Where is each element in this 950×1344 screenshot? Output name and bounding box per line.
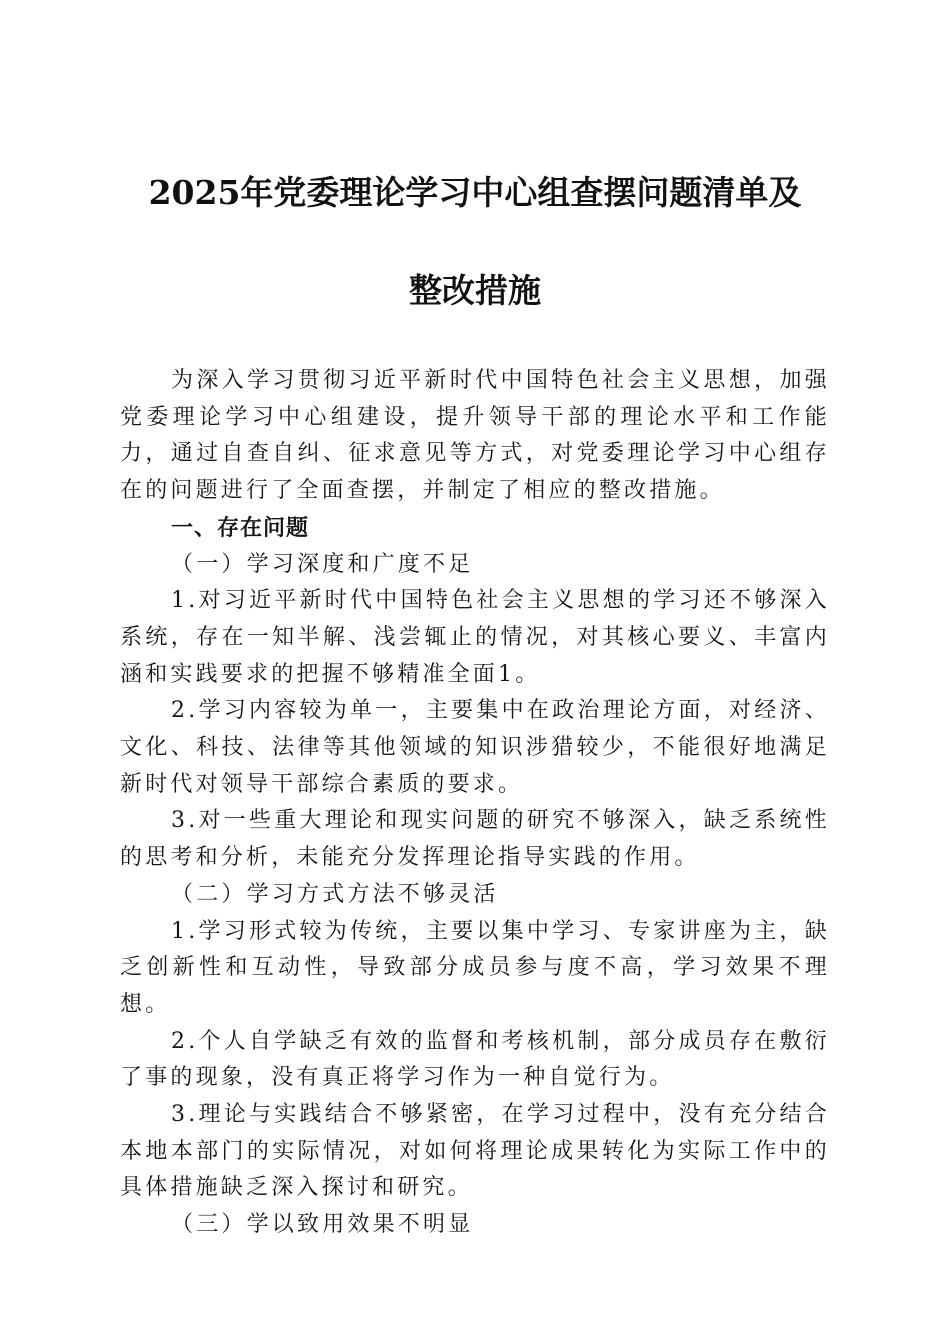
document-title-line-2: 整改措施	[409, 271, 541, 310]
list-item: 3.理论与实践结合不够紧密，在学习过程中，没有充分结合本地本部门的实际情况，对如何将理论成果转化为实际工作中的具体措施缺乏深入探讨和研究。	[120, 1102, 830, 1201]
list-item: 2.学习内容较为单一，主要集中在政治理论方面，对经济、文化、科技、法律等其他领域的知识涉猎较少，不能很好地满足新时代对领导干部综合素质的要求。	[120, 698, 830, 797]
intro-paragraph: 为深入学习贯彻习近平新时代中国特色社会主义思想，加强党委理论学习中心组建设，提升领导干部的理论水平和工作能力，通过自查自纠、征求意见等方式，对党委理论学习中心组存在的问题进行了全面查摆，并制定了相应的整改措施。	[120, 368, 830, 504]
subsection-heading-3: （三）学以致用效果不明显	[171, 1212, 474, 1238]
document-title-line-1: 2025年党委理论学习中心组查摆问题清单及	[148, 173, 802, 212]
subsection-heading-2: （二）学习方式方法不够灵活	[171, 881, 499, 907]
list-item: 1.学习形式较为传统，主要以集中学习、专家讲座为主，缺乏创新性和互动性，导致部分成员参与度不高，学习效果不理想。	[120, 918, 830, 1017]
subsection-heading-1: （一）学习深度和广度不足	[171, 551, 474, 577]
list-item: 3.对一些重大理论和现实问题的研究不够深入，缺乏系统性的思考和分析，未能充分发挥理论指导实践的作用。	[120, 808, 830, 871]
list-item: 2.个人自学缺乏有效的监督和考核机制，部分成员存在敷衍了事的现象，没有真正将学习作为一种自觉行为。	[120, 1028, 830, 1091]
list-item: 1.对习近平新时代中国特色社会主义思想的学习还不够深入系统，存在一知半解、浅尝辄止的情况，对其核心要义、丰富内涵和实践要求的把握不够精准全面1。	[120, 588, 830, 687]
section-heading-problems: 一、存在问题	[171, 514, 310, 541]
document-body	[120, 363, 830, 1244]
